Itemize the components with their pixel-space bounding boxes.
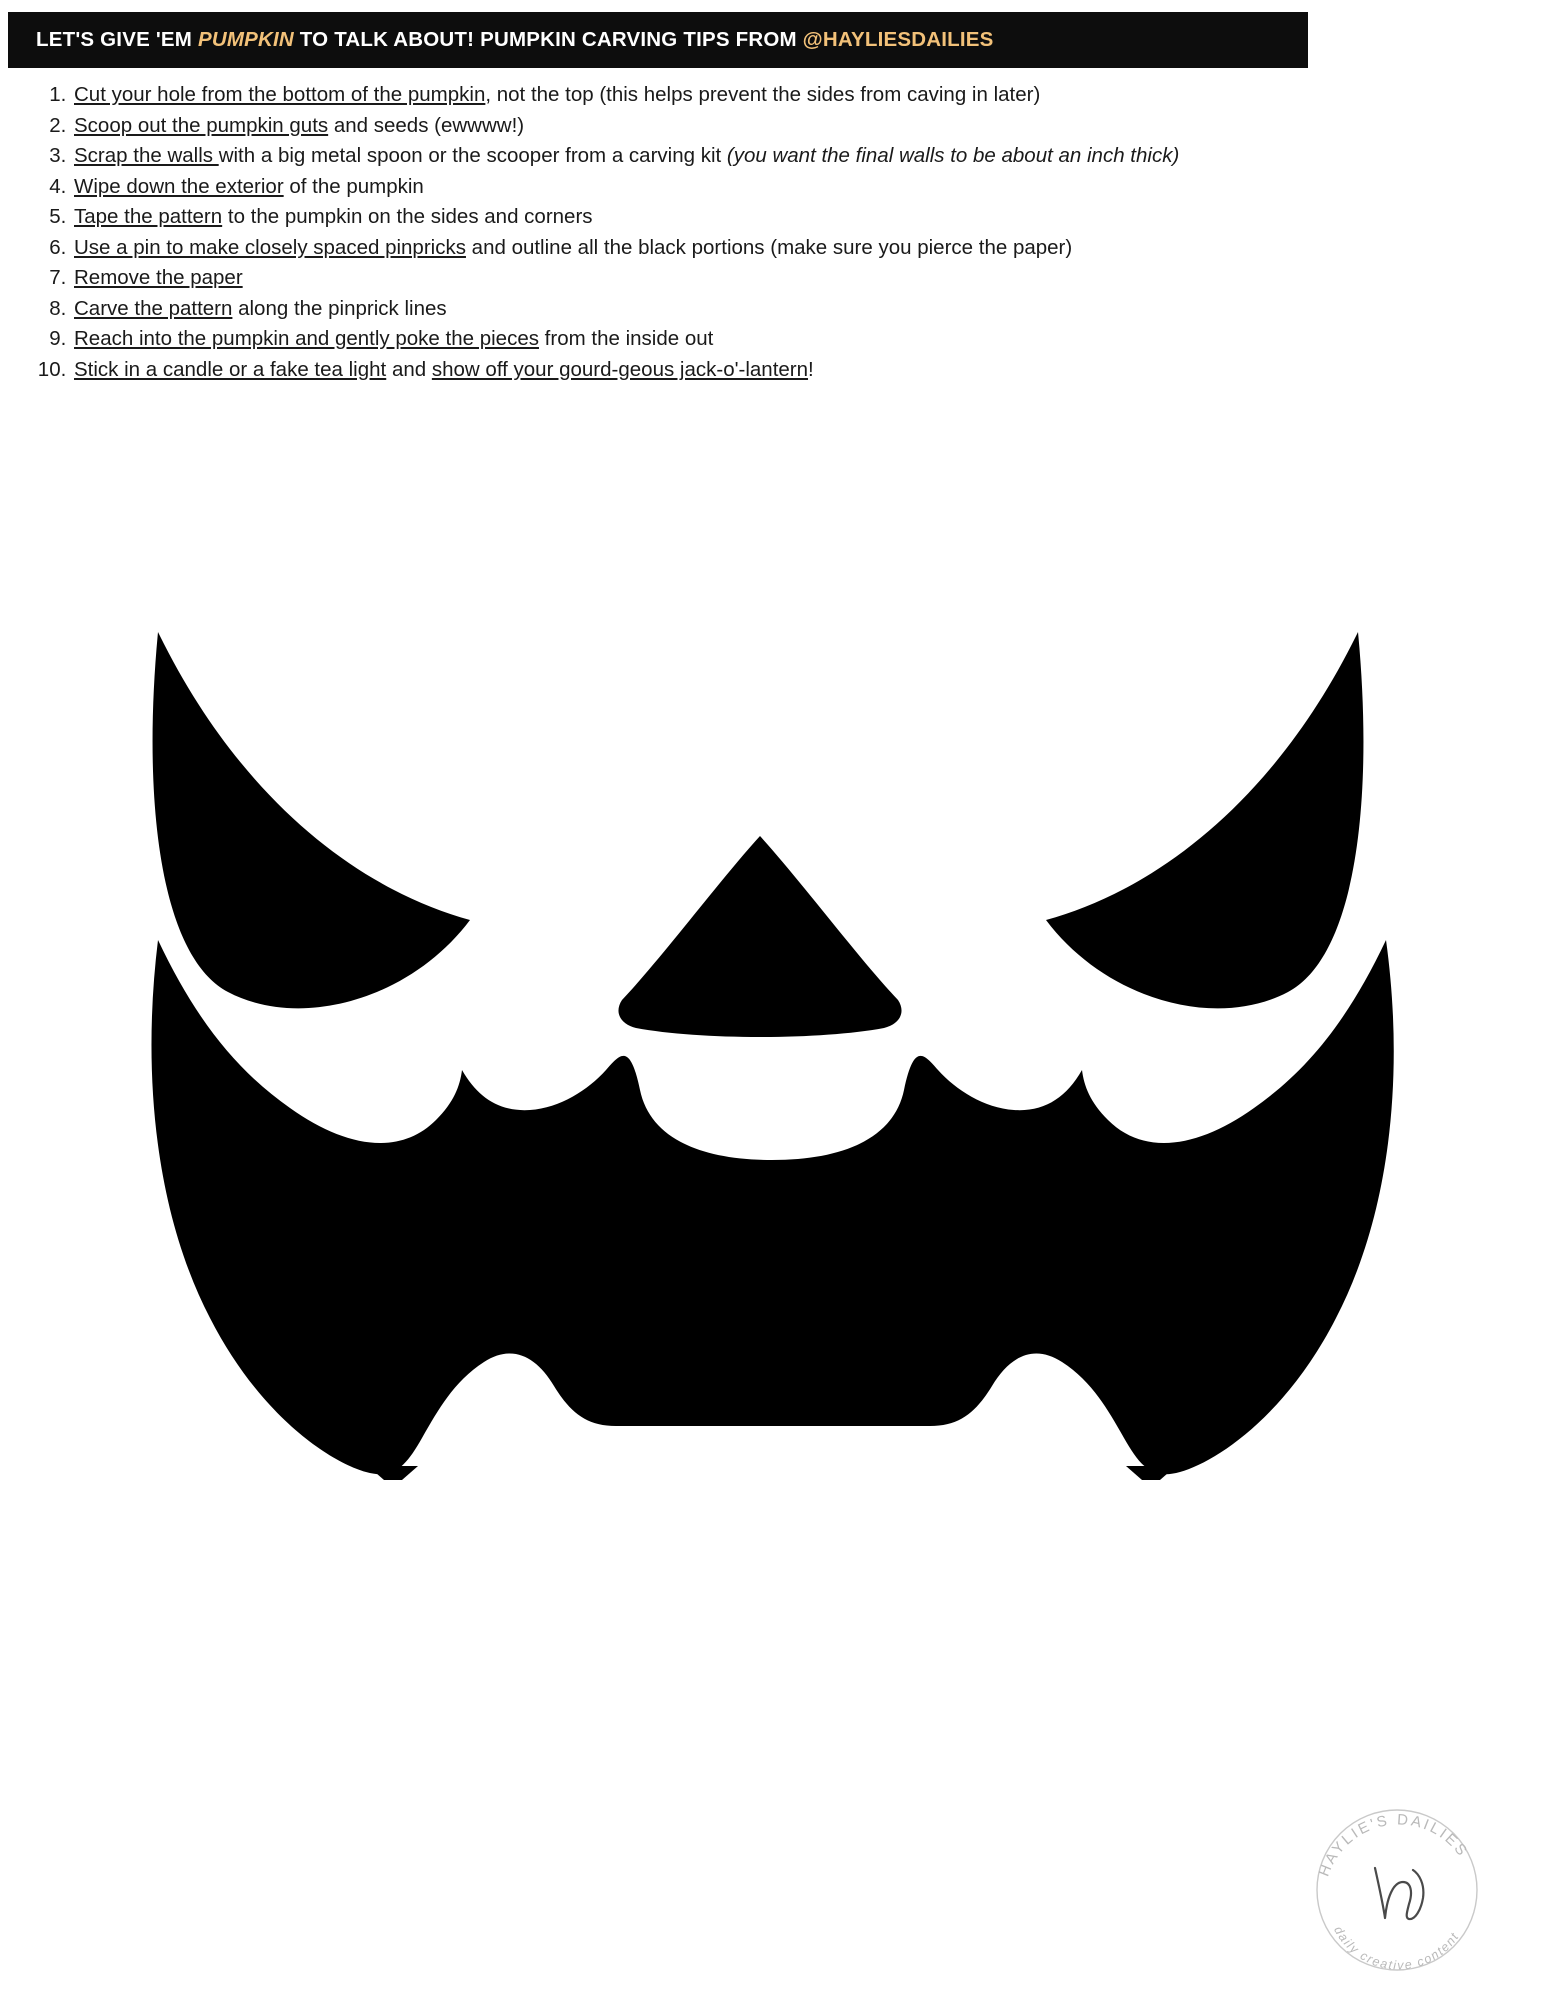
logo-tagline-text: daily creative content (1331, 1923, 1463, 1973)
step-key-phrase: Wipe down the exterior (74, 174, 284, 198)
left-eye-shape (153, 632, 470, 1008)
list-item (72, 141, 1510, 172)
logo-brand-text: HAYLIE'S DAILIES (1315, 1811, 1472, 1879)
step-detail: along the pinprick lines (232, 296, 447, 320)
list-item (72, 80, 1510, 111)
list-item (72, 202, 1510, 233)
logo-monogram-icon (1375, 1868, 1423, 1919)
step-detail: of the pumpkin (283, 174, 424, 198)
list-item (72, 294, 1510, 325)
nose-shape (618, 836, 901, 1037)
list-item (72, 263, 1510, 294)
step-key-phrase: Reach into the pumpkin and gently poke the pieces (74, 327, 539, 350)
header-text-mid: TO TALK ABOUT! PUMPKIN CARVING TIPS FROM (293, 28, 803, 51)
right-eye-shape (1046, 632, 1363, 1008)
step-key-phrase: Use a pin to make closely spaced pinpricks (74, 235, 466, 259)
step-detail: to the pumpkin on the sides and corners (222, 205, 593, 228)
list-item (72, 172, 1510, 203)
step-key-phrase: Cut your hole from the bottom of the pumpkin (74, 83, 486, 106)
step-note: (you want the final walls to be about an inch thick) (726, 144, 1180, 167)
step-detail: and outline all the black portions (make sure you pierce the paper) (465, 235, 1073, 259)
step-detail: with a big metal spoon or the scooper from a carving kit (218, 144, 727, 167)
step-detail: and (386, 357, 432, 381)
header-banner (8, 12, 1308, 68)
list-item (72, 233, 1510, 264)
header-text-accent: PUMPKIN (197, 28, 294, 51)
step-key-phrase: Scrap the walls (74, 144, 219, 167)
step-key-phrase: Stick in a candle or a fake tea light (74, 357, 387, 381)
step-key-phrase: Scoop out the pumpkin guts (74, 113, 329, 137)
jack-o-lantern-face-art (0, 600, 1545, 1530)
list-item (72, 355, 1510, 386)
step-detail: , not the top (this helps prevent the sides from caving in later) (485, 83, 1041, 106)
step-detail-secondary: ! (808, 357, 814, 381)
haylies-dailies-logo (1279, 1778, 1509, 1978)
step-detail: and seeds (ewwww!) (328, 113, 525, 137)
header-handle: @HAYLIESDAILIES (802, 28, 994, 51)
header-text-pre: LET'S GIVE 'EM (36, 28, 198, 51)
page-title (36, 28, 993, 52)
step-key-phrase: Remove the paper (74, 266, 243, 289)
list-item (72, 111, 1510, 142)
step-key-phrase-secondary: show off your gourd-geous jack-o'-lantern (431, 357, 809, 381)
step-key-phrase: Tape the pattern (74, 205, 223, 228)
step-detail: from the inside out (538, 327, 714, 350)
instructions-list (10, 80, 1510, 385)
list-item (72, 324, 1510, 355)
step-key-phrase: Carve the pattern (74, 296, 233, 320)
